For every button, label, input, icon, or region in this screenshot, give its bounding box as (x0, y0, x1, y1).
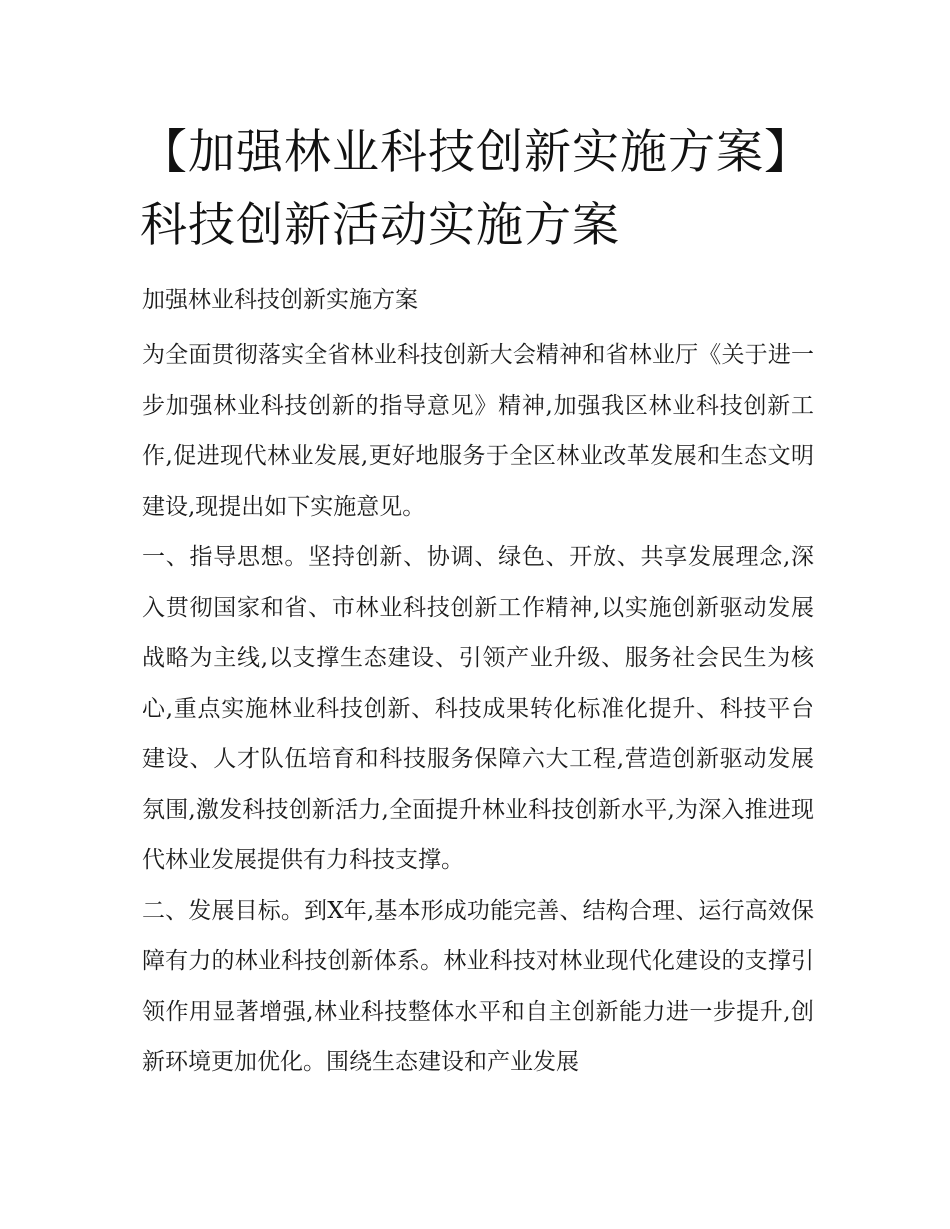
paragraph-development-goals: 二、发展目标。到X年,基本形成功能完善、结构合理、运行高效保障有力的林业科技创新体系。林业科技对林业现代化建设的支撑引领作用显著增强,林业科技整体水平和自主创新能力进一步提升,创新环境更加优化。围绕生态建设和产业发展 (142, 897, 814, 1075)
paragraph-guiding-ideology: 一、指导思想。坚持创新、协调、绿色、开放、共享发展理念,深入贯彻国家和省、市林业科技创新工作精神,以实施创新驱动发展战略为主线,以支撑生态建设、引领产业升级、服务社会民生为核心,重点实施林业科技创新、科技成果转化标准化提升、科技平台建设、人才队伍培育和科技服务保障六大工程,营造创新驱动发展氛围,激发科技创新活力,全面提升林业科技创新水平,为深入推进现代林业发展提供有力科技支撑。 (142, 544, 814, 873)
paragraph-intro: 为全面贯彻落实全省林业科技创新大会精神和省林业厅《关于进一步加强林业科技创新的指导意见》精神,加强我区林业科技创新工作,促进现代林业发展,更好地服务于全区林业改革发展和生态文明建设,现提出如下实施意见。 (142, 342, 814, 520)
document-subtitle: 加强林业科技创新实施方案 (142, 287, 418, 313)
document-body (142, 330, 814, 1088)
document-title: 【加强林业科技创新实施方案】科技创新活动实施方案 (140, 125, 812, 253)
